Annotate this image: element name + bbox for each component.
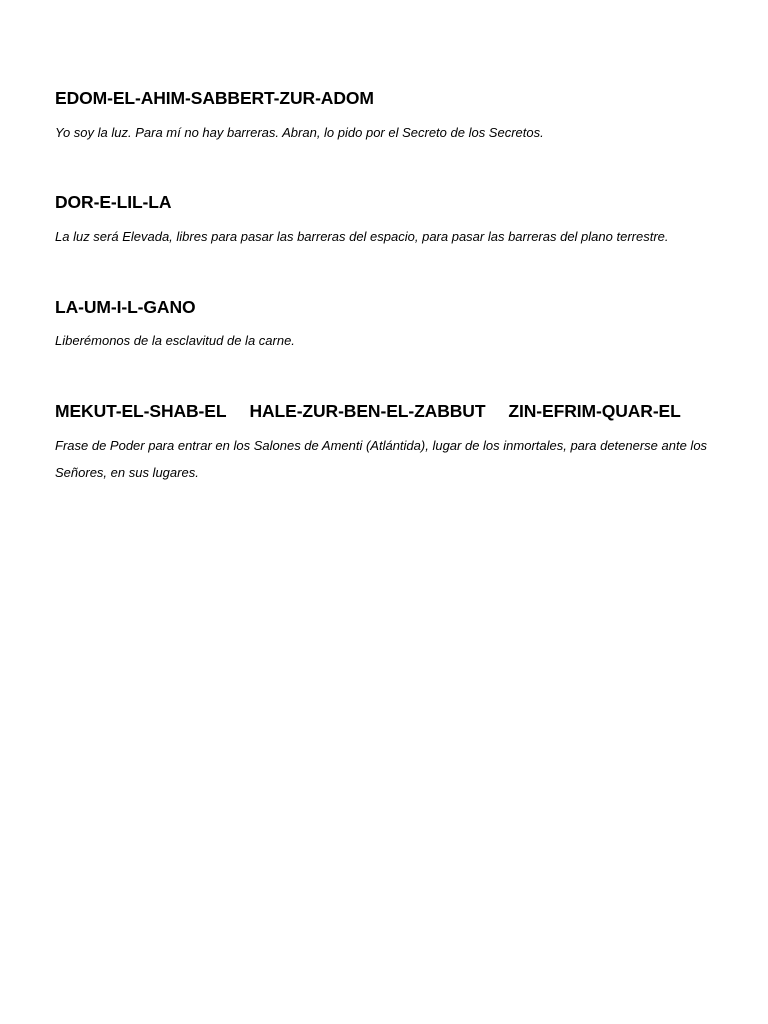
section-dor [55, 191, 745, 250]
section-heading-group [55, 400, 745, 422]
section-text: Yo soy la luz. Para mí no hay barreras. Abran, lo pido por el Secreto de los Secretos. [55, 125, 544, 140]
section-heading: DOR-E-LIL-LA [55, 192, 172, 212]
section-edom [55, 87, 745, 146]
section-heading: EDOM-EL-AHIM-SABBERT-ZUR-ADOM [55, 88, 374, 108]
heading-phrase: ZIN-EFRIM-QUAR-EL [508, 401, 681, 421]
section-heading: LA-UM-I-L-GANO [55, 297, 196, 317]
section-mekut [55, 400, 745, 486]
heading-phrase: HALE-ZUR-BEN-EL-ZABBUT [249, 401, 486, 421]
section-text: Frase de Poder para entrar en los Salones de Amenti (Atlántida), lugar de los inmortales, para detenerse ante los Señores, en sus lugares. [55, 438, 708, 480]
section-text: Liberémonos de la esclavitud de la carne. [55, 333, 295, 348]
section-text: La luz será Elevada, libres para pasar las barreras del espacio, para pasar las barreras del plano terrestre. [55, 229, 669, 244]
heading-phrase: MEKUT-EL-SHAB-EL [55, 401, 227, 421]
section-la-um [55, 296, 745, 354]
